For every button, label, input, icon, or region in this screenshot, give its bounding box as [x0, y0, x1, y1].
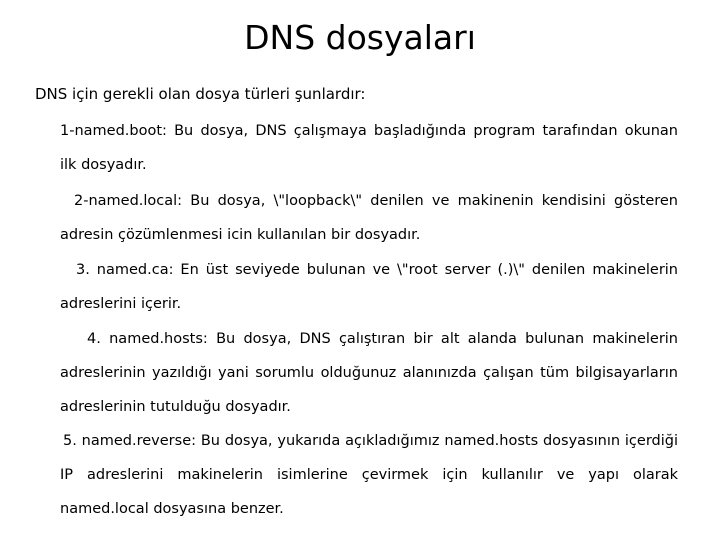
list-item-named-local: 2-named.local: Bu dosya, \"loopback\" denilen ve makinenin kendisini gösteren adresin çözümlenmesi icin kullanılan bir dosyadır.: [60, 193, 678, 243]
list-item-named-hosts: 4. named.hosts: Bu dosya, DNS çalıştıran bir alt alanda bulunan makinelerin adreslerinin yazıldığı yani sorumlu olduğunuz alanınızda çalışan tüm bilgisayarların adreslerinin tutulduğu dosyadır.: [60, 331, 678, 415]
list-item-named-boot: 1-named.boot: Bu dosya, DNS çalışmaya başladığında program tarafından okunan ilk dosyadır.: [60, 123, 678, 173]
list-item-named-reverse: 5. named.reverse: Bu dosya, yukarıda açıkladığımız named.hosts dosyasının içerdiği IP adreslerini makinelerin isimlerine çevirmek için kullanılır ve yapı olarak named.local dosyasına benzer.: [60, 433, 678, 517]
intro-text: DNS için gerekli olan dosya türleri şunlardır:: [35, 85, 366, 103]
list-item-named-ca: 3. named.ca: En üst seviyede bulunan ve \"root server (.)\" denilen makinelerin adreslerini içerir.: [60, 262, 678, 312]
slide-title: DNS dosyaları: [244, 18, 476, 57]
